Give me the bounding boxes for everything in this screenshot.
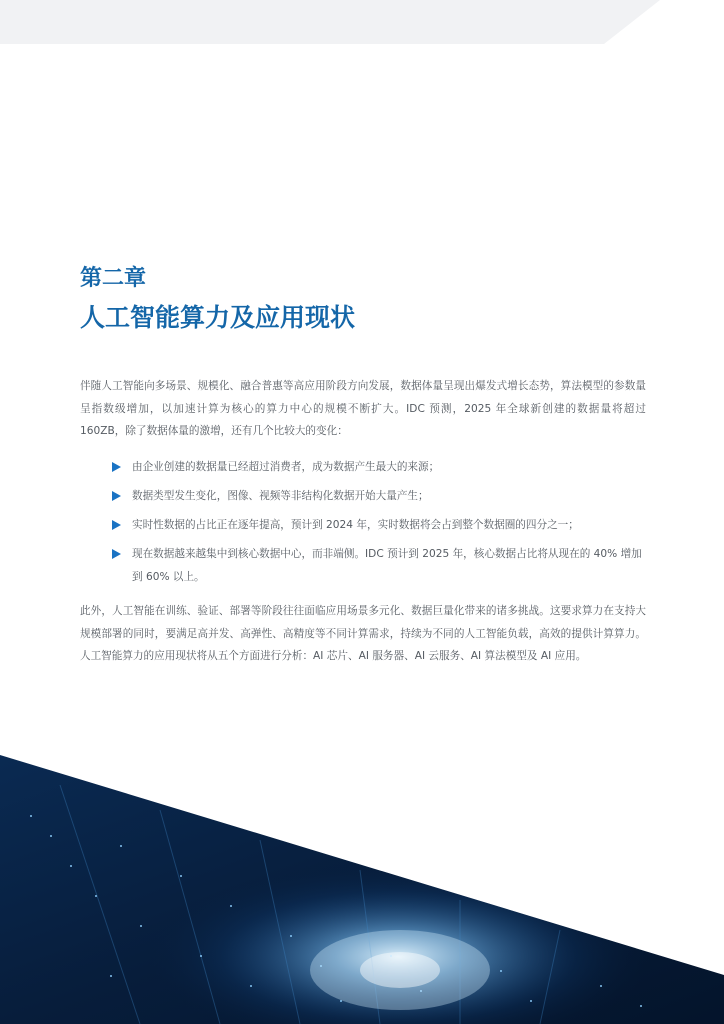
list-item	[112, 456, 646, 479]
list-item-text: 实时性数据的占比正在逐年提高，预计到 2024 年，实时数据将会占到整个数据圈的四分之一；	[132, 519, 579, 531]
list-item	[112, 514, 646, 537]
data-center-image	[0, 755, 724, 1024]
chapter-title: 人工智能算力及应用现状	[80, 303, 356, 332]
list-item	[112, 485, 646, 508]
triangle-right-icon	[112, 491, 121, 501]
list-item-text: 现在数据越来越集中到核心数据中心，而非端侧。IDC 预计到 2025 年，核心数据占比将从现在的 40% 增加到 60% 以上。	[132, 548, 642, 583]
intro-paragraph: 伴随人工智能向多场景、规模化、融合普惠等高应用阶段方向发展，数据体量呈现出爆发式增长态势，算法模型的参数量呈指数级增加，以加速计算为核心的算力中心的规模不断扩大。IDC 预测，2025 年全球新创建的数据量将超过 160ZB，除了数据体量的激增，还有几个比较大的变化：	[80, 380, 646, 437]
triangle-right-icon	[112, 549, 121, 559]
list-item	[112, 543, 646, 588]
chapter-number: 第二章	[80, 266, 147, 291]
top-header-band	[0, 0, 724, 44]
triangle-right-icon	[112, 520, 121, 530]
chapter-heading	[80, 262, 355, 338]
triangle-right-icon	[112, 462, 121, 472]
list-item-text: 由企业创建的数据量已经超过消费者，成为数据产生最大的来源；	[132, 461, 440, 473]
bullet-list	[112, 456, 646, 595]
outro-paragraph: 此外，人工智能在训练、验证、部署等阶段往往面临应用场景多元化、数据巨量化带来的诸多挑战。这要求算力在支持大规模部署的同时，要满足高并发、高弹性、高精度等不同计算需求，持续为不同的人工智能负载，高效的提供计算算力。人工智能算力的应用现状将从五个方面进行分析：AI 芯片、AI 服务器、AI 云服务、AI 算法模型及 AI 应用。	[80, 605, 646, 662]
list-item-text: 数据类型发生变化，图像、视频等非结构化数据开始大量产生；	[132, 490, 429, 502]
